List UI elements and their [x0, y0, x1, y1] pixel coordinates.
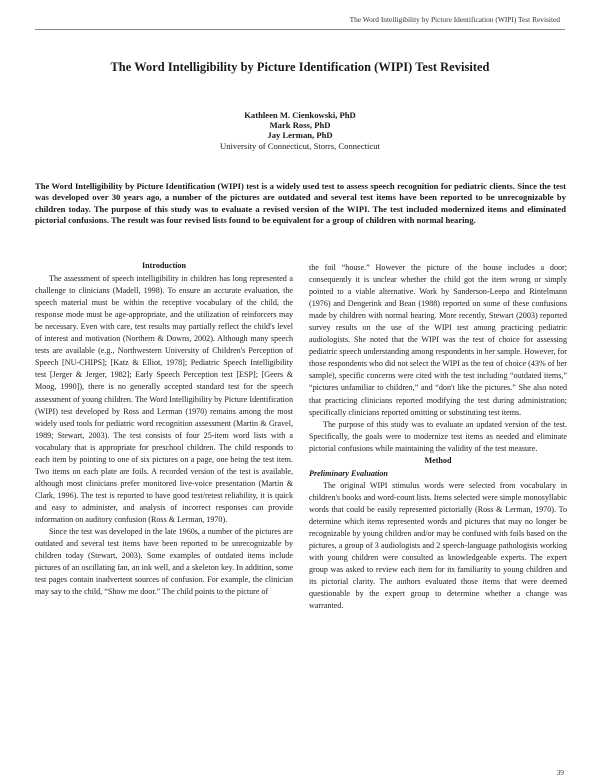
running-header: The Word Intelligibility by Picture Identification (WIPI) Test Revisited	[349, 15, 560, 24]
body-paragraph: Since the test was developed in the late 1960s, a number of the pictures are outdated and several test items have been reported to be unrecognizable by children today (Stewart, 2003). Some examples of outdated items include pictures of an oscillating fan, an ink well, and a skeleton key. In addition, some test pages contain inadvertent sources of confusion. For example, the clinician may say to the child, “Show me door.” The child points to the picture of	[35, 527, 293, 597]
right-column	[309, 262, 567, 612]
body-paragraph: The assessment of speech intelligibility in children has long represented a challenge to clinicians (Madell, 1998). To ensure an accurate evaluation, the speech material must be within the receptive vocabulary of the child, the response mode must be age-appropriate, and the utilization of reinforcers may be necessary. Even with care, test results may partially reflect the child's level of interest and motivation (Northern & Downs, 2002). Although many speech tests are available (e.g., Northwestern University of Children's Perception of Speech [NU-CHIPS]; [Katz & Elliot, 1978]; Pediatric Speech Intelligibility test [Jerger & Jerger, 1982]; Early Speech Perception test [ESP]; [Geers & Moog, 1990]), there is no generally accepted standard test for the speech assessment of young children. The Word Intelligibility by Picture Identification (WIPI) test developed by Ross and Lerman (1970) remains among the most widely used tools for pediatric word recognition assessment (Martin & Gravel, 1989; Stewart, 2003). The test consists of four 25-item word lists with a vocabulary that is appropriate for preschool children. The child responds to each item by pointing to one of six pictures on a page, one being the test item. Two items on each plate are foils. A recorded version of the test is available, although most clinicians prefer monitored live-voice presentation (Martin & Clark, 1996). The test is reported to have good test/retest reliability, it is quick and easy to administer, and analysis of incorrect responses can provide information on auditory confusion (Ross & Lerman, 1970).	[35, 274, 293, 524]
body-paragraph: The purpose of this study was to evaluate an updated version of the test. Specifically, the goals were to modernize test items as needed and eliminate pictorial confusions while maintaining the validity of the test measure.	[309, 419, 567, 453]
section-heading-method: Method	[424, 455, 452, 465]
paper-title: The Word Intelligibility by Picture Identification (WIPI) Test Revisited	[110, 60, 490, 74]
left-column	[35, 260, 293, 598]
subsection-heading: Preliminary Evaluation	[309, 468, 388, 478]
author-name: Kathleen M. Cienkowski, PhD	[244, 110, 356, 120]
body-paragraph: The original WIPI stimulus words were selected from vocabulary in children's books and word-count lists. Items selected were simple monosyllabic words that could be easily represented pictorially (Ross & Lerman, 1970). To determine which items represented words and pictures that may no longer be recognizable by young children and/or may be confused with foils based on the pictures, a group of 3 audiologists and 2 speech-language pathologists working with young children were consulted as knowledgeable experts. The expert group was asked to review each item for its familiarity to young children and its pictorial clarity. The authors evaluated those items that were deemed questionable by the expert group to determine whether a change was warranted.	[309, 480, 567, 611]
section-heading-introduction: Introduction	[142, 261, 186, 270]
author-name: Jay Lerman, PhD	[267, 130, 333, 141]
page-number: 39	[556, 768, 564, 777]
body-paragraph: the foil “house.” However the picture of the house includes a door; consequently it is unclear whether the child got the item wrong or simply pointed to a viable alternative. Work by Sanderson-Leepa and Rintelmann (1976) and Dengerink and Bean (1988) reported on some of these confusions made by children with normal hearing. More recently, Stewart (2003) reported survey results on the use of the WIPI test among practicing pediatric audiologists. She noted that the WIPI was the test of choice for assessing pediatric speech understanding among respondents in her sample. However, for those respondents who did not select the WIPI as the test of choice (43% of her sample), specific concerns were cited with the test including “outdated items,” “pictures unfamiliar to children,” and “don't like the pictures.” She also noted that practicing clinicians reported modifying the test during administration; specifically clinicians reported omitting or substituting test items.	[309, 263, 567, 417]
header-rule	[35, 29, 565, 30]
author-block	[0, 110, 600, 151]
author-affiliation: University of Connecticut, Storrs, Connecticut	[220, 140, 380, 151]
author-name: Mark Ross, PhD	[269, 120, 331, 131]
abstract: The Word Intelligibility by Picture Identification (WIPI) test is a widely used test to assess speech recognition for pediatric clients. Since the test was developed over 30 years ago, a number of the pictures are outdated and several test items have been reported to be unrecognizable by children today. The purpose of this study was to evaluate a revised version of the WIPI. The test included modernized items and eliminated pictorial confusions. The result was four revised lists found to be equivalent for a group of children with normal hearing.	[35, 181, 566, 226]
